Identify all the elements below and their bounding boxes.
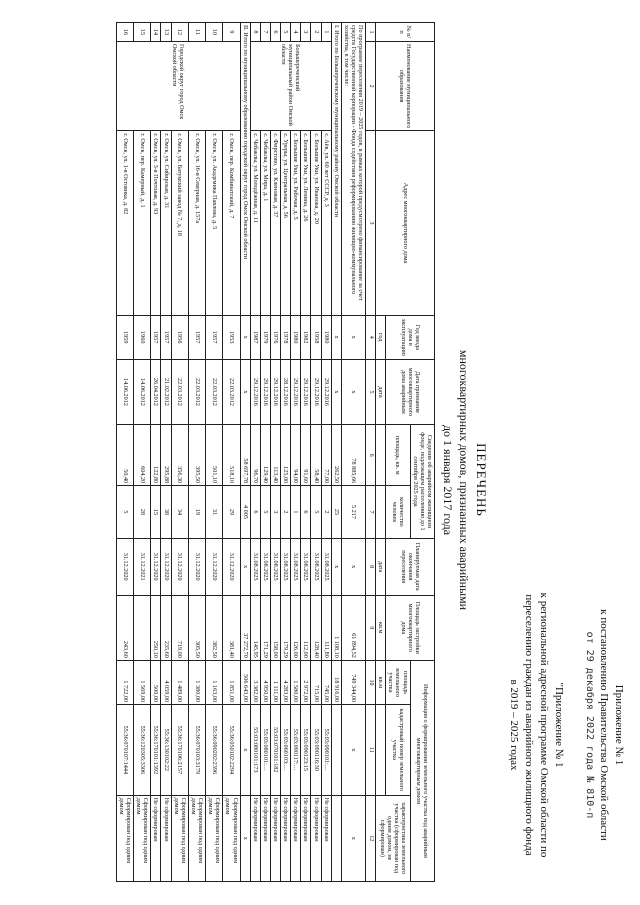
build-area-cell: 305,50 (188, 595, 205, 660)
th-avar: Дата признания многоквартирного дома аварийным (386, 359, 435, 424)
th-people: количество человек (386, 486, 410, 539)
summary-cell: x (341, 359, 365, 424)
row-number: 14 (151, 23, 161, 42)
people-cell: 2 (321, 486, 331, 539)
people-cell: 38 (161, 486, 171, 539)
th-unit-blank3 (376, 705, 386, 796)
cadastral-cell: 55:36:170106:2157 (171, 705, 188, 796)
address-cell: с. Уреры, ул. Центральная, д. 56 (281, 131, 291, 315)
th-area: Площадь застройки многоквартирного дома (386, 595, 435, 660)
appendix-line-1: Приложение № 1 (613, 684, 625, 766)
cadastral-cell: 55:03:090116:30 (311, 705, 321, 796)
cadastral-cell: 55:36:070103:3179 (188, 705, 205, 796)
section-2-cell: x (240, 315, 250, 359)
year-cell: 1980 (321, 315, 331, 359)
th-num: № п/п (376, 23, 435, 42)
area-cell: 58,40 (311, 425, 321, 486)
plan-date-cell: 31.08.2025 (250, 538, 260, 595)
summary-cell: 61 894,52 (341, 595, 365, 660)
section-2-cell: x (240, 538, 250, 595)
th-unit-year: год (376, 315, 386, 359)
summary-row (341, 23, 365, 882)
table-row (134, 23, 151, 882)
table-row (250, 23, 260, 882)
land-char-cell: Не сформирован (270, 795, 280, 881)
people-cell: 15 (151, 486, 161, 539)
title-line-2: многоквартирных домов, признанных аварийными (457, 349, 472, 611)
year-cell: 1953 (223, 315, 240, 359)
plan-date-cell: 31.08.2025 (291, 538, 301, 595)
people-cell: 6 (301, 486, 311, 539)
people-cell: 29 (223, 486, 240, 539)
avar-date-cell: 29.12.2016 (321, 359, 331, 424)
cadastral-cell: 55:36:170101:1392 (151, 705, 161, 796)
appendix-header (583, 575, 626, 875)
th-year: Год ввода дома в эксплуатацию (386, 315, 435, 359)
cadastral-cell: 55:03:090117:… (291, 705, 301, 796)
address-cell: с. Чебаклы, ул. Мира, д. 1 (260, 131, 270, 315)
area-cell: 122,80 (151, 425, 161, 486)
program-line-1: "Приложение № 1 (553, 682, 565, 768)
colnum: 7 (366, 486, 376, 539)
plan-date-cell: 31.08.2025 (311, 538, 321, 595)
year-cell: 1957 (206, 315, 223, 359)
colnum: 8 (366, 538, 376, 595)
build-area-cell: 112,00 (301, 595, 311, 660)
land-char-cell: Не сформирован (321, 795, 331, 881)
row-number: 15 (134, 23, 151, 42)
colnum: 5 (366, 359, 376, 424)
plan-date-cell: 31.12.2020 (116, 538, 133, 595)
plan-date-cell: 31.12.2020 (151, 538, 161, 595)
area-cell: 129,40 (260, 425, 270, 486)
summary-cell: x (341, 315, 365, 359)
row-number: 6 (270, 23, 280, 42)
summary-cell: 749 344,00 (341, 660, 365, 704)
plan-date-cell: 31.08.2025 (301, 538, 311, 595)
avar-date-cell: 26.04.2012 (151, 359, 161, 424)
summary-cell: 5 217 (341, 486, 365, 539)
section-1-cell (331, 795, 341, 881)
section-1-cell: x (331, 538, 341, 595)
land-char-cell: Не сформирован (311, 795, 321, 881)
row-number: 4 (291, 23, 301, 42)
plan-date-cell: 31.08.2025 (260, 538, 270, 595)
row-number: 16 (116, 23, 133, 42)
year-cell: 1958 (311, 315, 321, 359)
build-area-cell: 250,10 (151, 595, 161, 660)
year-cell: 1956 (171, 315, 188, 359)
table-row (270, 23, 280, 882)
build-area-cell: 126,00 (291, 595, 301, 660)
build-area-cell: 171,29 (260, 595, 270, 660)
appendix-line-2: к постановлению Правительства Омской области (598, 609, 611, 841)
table-row (116, 23, 133, 882)
section-2-cell: x (240, 359, 250, 424)
document-title (440, 260, 490, 700)
section-1-cell: 262,50 (331, 425, 341, 486)
cadastral-cell: 55:03:080101:173 (250, 705, 260, 796)
land-area-cell: 715,00 (311, 660, 321, 704)
land-area-cell: 1 569,00 (134, 660, 151, 704)
area-cell: 94,00 (291, 425, 301, 486)
colnum: 11 (366, 705, 376, 796)
row-number: 3 (301, 23, 311, 42)
summary-cell: x (341, 538, 365, 595)
avar-date-cell: 29.12.2016 (301, 359, 311, 424)
program-line-3: переселению граждан из аварийного жилищного фонда (523, 594, 536, 856)
program-line-2: к региональной адресной программе Омской области по (538, 592, 551, 858)
area-cell: 77,00 (321, 425, 331, 486)
table-row (281, 23, 291, 882)
land-area-cell: 1 580,00 (291, 660, 301, 704)
build-area-cell: 145,95 (250, 595, 260, 660)
th-unit-kvm: кв.м (376, 595, 386, 660)
th-cad: кадастровый номер земельного участка (386, 705, 410, 796)
land-char-cell: Не сформирован (291, 795, 301, 881)
title-line-1: ПЕРЕЧЕНЬ (474, 443, 489, 517)
avar-date-cell: 29.12.2016 (311, 359, 321, 424)
avar-date-cell: 29.12.2016 (291, 359, 301, 424)
build-area-cell: 243,60 (116, 595, 133, 660)
table-row (260, 23, 270, 882)
land-area-cell: 2 972,00 (301, 660, 311, 704)
th-mun: Наименование муниципального образования (376, 41, 435, 130)
build-area-cell: 111,80 (321, 595, 331, 660)
summary-cell: x (341, 795, 365, 881)
address-cell: с. Большие Уки, ул. Рабочая, д. 5 (291, 131, 301, 315)
section-1-cell: x (331, 359, 341, 424)
th-sq: площадь, кв. м (386, 425, 410, 486)
land-area-cell: 1 722,00 (116, 660, 133, 704)
table-row (188, 23, 205, 882)
land-area-cell: 1 489,00 (171, 660, 188, 704)
cadastral-cell: 55:36:050102:2294 (223, 705, 240, 796)
th-addr: Адрес многоквартирного дома (376, 131, 435, 315)
land-char-cell: Сформирован под одним домом (188, 795, 205, 881)
year-cell: 1960 (134, 315, 151, 359)
avar-date-cell: 29.12.2016 (250, 359, 260, 424)
plan-date-cell: 31.12.2020 (188, 538, 205, 595)
cadastral-cell: 55:03:090101:… (321, 705, 331, 796)
people-cell: 5 (311, 486, 321, 539)
section-2-cell: x (240, 795, 250, 881)
address-cell: с. Большие Уки, ул. Иванова, д. 20 (311, 131, 321, 315)
address-cell: г. Омск, ул. 1-я Остоянка, д. 82 (116, 131, 133, 315)
table-row (321, 23, 331, 882)
row-number: 10 (206, 23, 223, 42)
th-unit-blank1 (376, 425, 386, 486)
section-2-cell: 4 005 (240, 486, 250, 539)
area-cell: 91,60 (301, 425, 311, 486)
land-char-cell: Не сформирован (250, 795, 260, 881)
land-char-cell: Сформирован под одним домом (206, 795, 223, 881)
area-cell: 96,70 (250, 425, 260, 486)
land-area-cell: 745,00 (321, 660, 331, 704)
municipality-name: Большереченский муниципальный район Омской области (250, 41, 331, 130)
address-cell: г. Омск, пер. Комбинатский, д. 7 (223, 131, 240, 315)
address-cell: с. Фирстово, ул. Кленовая, д. 37 (270, 131, 280, 315)
program-line-4: в 2019 – 2025 годах (508, 679, 521, 771)
plan-date-cell: 31.08.2025 (270, 538, 280, 595)
year-cell: 1978 (281, 315, 291, 359)
area-cell: 604,20 (134, 425, 151, 486)
land-char-cell: Не сформирован (301, 795, 311, 881)
year-cell: 1976 (270, 315, 280, 359)
year-cell: 1979 (260, 315, 270, 359)
avar-date-cell: 22.03.2012 (206, 359, 223, 424)
land-area-cell: 4 283,00 (281, 660, 291, 704)
avar-date-cell: 21.02.2012 (161, 359, 171, 424)
land-area-cell: 1 380,00 (188, 660, 205, 704)
table-row (311, 23, 321, 882)
area-cell: 125,00 (281, 425, 291, 486)
people-cell: 1 (291, 486, 301, 539)
land-area-cell: 4 059,00 (161, 660, 171, 704)
summary-cell: 78 885,66 (341, 425, 365, 486)
table-row (171, 23, 188, 882)
land-area-cell: 3 382,00 (250, 660, 260, 704)
land-area-cell: 4 950,00 (260, 660, 270, 704)
year-cell: 1980 (291, 315, 301, 359)
section-2-label: II. Итого по муниципальному образованию городской округ город Омск Омской области (240, 23, 250, 316)
section-2-cell: x (240, 705, 250, 796)
people-cell: 3 (270, 486, 280, 539)
table-row (291, 23, 301, 882)
row-number: 1 (321, 23, 331, 42)
colnum: 12 (366, 795, 376, 881)
cadastral-cell: 55:36:090202:2396 (206, 705, 223, 796)
land-area-cell: 1 111,00 (270, 660, 280, 704)
land-char-cell: Сформирован под одним домом (134, 795, 151, 881)
th-plan: Планируемая дата окончания переселения (386, 538, 435, 595)
year-cell: 1959 (116, 315, 133, 359)
address-cell: с. Чебаклы, ул. Молодёжная, д. 11 (250, 131, 260, 315)
avar-date-cell: 22.03.2012 (223, 359, 240, 424)
row-number: 2 (311, 23, 321, 42)
section-1-cell (331, 705, 341, 796)
section-1-row (331, 23, 341, 882)
colnum: 3 (366, 131, 376, 315)
section-2-cell: 58 697,78 (240, 425, 250, 486)
area-cell: 295,88 (161, 425, 171, 486)
column-numbers-row (366, 23, 376, 882)
land-char-cell: Сформирован под одним домом (116, 795, 133, 881)
cadastral-cell: 55:36:120305:3306 (134, 705, 151, 796)
th-info: Сведения об аварийном жилищном фонде, подлежащем расселению до 1 сентября 2025 года (410, 425, 434, 539)
plan-date-cell: 31.12.2020 (171, 538, 188, 595)
th-unit-blank2 (376, 486, 386, 539)
cadastral-cell: 55:36:070107:1444 (116, 705, 133, 796)
table-row (161, 23, 171, 882)
row-number: 13 (161, 23, 171, 42)
colnum: 10 (366, 660, 376, 704)
th-land: Информация о формировании земельного участка под аварийным многоквартирным домом (410, 660, 434, 881)
cadastral-cell: 55:03:090123:15 (301, 705, 311, 796)
people-cell: 19 (188, 486, 205, 539)
section-2-cell: 506 643,00 (240, 660, 250, 704)
municipality-name: Городской округ город Омск Омской области (116, 41, 240, 130)
table-row (301, 23, 311, 882)
summary-cell: x (341, 705, 365, 796)
th-char: характеристика земельного участка (сформирован под одним домом, не сформирован) (376, 795, 411, 881)
year-cell: 1957 (161, 315, 171, 359)
plan-date-cell: 31.08.2025 (281, 538, 291, 595)
table-row (223, 23, 240, 882)
area-cell: 518,10 (223, 425, 240, 486)
address-cell: г. Омск, ул. 3-я Почтовая, д. 93 (151, 131, 161, 315)
avar-date-cell: 14.06.2012 (134, 359, 151, 424)
land-char-cell: Не сформирован (281, 795, 291, 881)
build-area-cell: 179,29 (281, 595, 291, 660)
section-1-cell: 1 108,10 (331, 595, 341, 660)
th-unit-date2: дата (376, 538, 386, 595)
plan-date-cell: 31.12.2020 (206, 538, 223, 595)
address-cell: г. Омск, ул. Батумский завод № 7, д. 18 (171, 131, 188, 315)
address-cell: с. Аёв, ул. 60 лет СССР, д. 3 (321, 131, 331, 315)
row-number: 5 (281, 23, 291, 42)
build-area-cell: 128,40 (311, 595, 321, 660)
table-row (151, 23, 161, 882)
land-area-cell: 500,00 (151, 660, 161, 704)
people-cell: 34 (171, 486, 188, 539)
address-cell: с. Большие Уки, ул. Ленина, д. 26 (301, 131, 311, 315)
plan-date-cell: 31.12.2020 (223, 538, 240, 595)
build-area-cell: 719,00 (171, 595, 188, 660)
table-row (206, 23, 223, 882)
address-cell: г. Омск, ул. Сибирская, д. 31 (161, 131, 171, 315)
section-1-label: I. Итого по Большереченскому муниципальному району Омской области (331, 23, 341, 316)
people-cell: 6 (250, 486, 260, 539)
section-1-cell: 18 916,00 (331, 660, 341, 704)
avar-date-cell: 29.12.2016 (270, 359, 280, 424)
build-area-cell: 158,00 (270, 595, 280, 660)
build-area-cell: 235,60 (161, 595, 171, 660)
cadastral-cell: 55:03:060103:… (281, 705, 291, 796)
land-char-cell: Не сформирован (161, 795, 171, 881)
people-cell: 2 (281, 486, 291, 539)
address-cell: г. Омск, ул. Академика Павлова, д. 5 (206, 131, 223, 315)
th-unit-kvm2: кв.м (376, 660, 386, 704)
area-cell: 113,40 (270, 425, 280, 486)
area-cell: 395,50 (188, 425, 205, 486)
people-cell: 5 (260, 486, 270, 539)
title-line-3: до 1 января 2017 года (441, 424, 456, 536)
colnum: 9 (366, 595, 376, 660)
avar-date-cell: 29.12.2016 (260, 359, 270, 424)
area-cell: 50,40 (116, 425, 133, 486)
section-1-cell: x (331, 315, 341, 359)
colnum: 4 (366, 315, 376, 359)
land-area-cell: 1 851,00 (223, 660, 240, 704)
people-cell: 28 (134, 486, 151, 539)
land-area-cell: 1 163,00 (206, 660, 223, 704)
build-area-cell (134, 595, 151, 660)
cadastral-cell: 55:36:130102:22 (161, 705, 171, 796)
land-char-cell: Сформирован под одним домом (223, 795, 240, 881)
summary-label: По программе переселения 2019 – 2025 годов, в рамках которой предусмотрено финансирование за счет средств Государственной корпорации - Фонда содействия реформированию жилищно-коммунального хозяйства, в том числе: (341, 23, 365, 316)
area-cell: 501,10 (206, 425, 223, 486)
row-number: 7 (260, 23, 270, 42)
th-unit-date: дата (376, 359, 386, 424)
section-2-row (240, 23, 250, 882)
colnum: 2 (366, 41, 376, 130)
people-cell: 5 (116, 486, 133, 539)
year-cell: 1982 (301, 315, 311, 359)
cadastral-cell: 55:03:080101:… (260, 705, 270, 796)
year-cell: 1957 (151, 315, 161, 359)
avar-date-cell: 22.03.2012 (171, 359, 188, 424)
row-number: 12 (171, 23, 188, 42)
plan-date-cell: 31.12.2020 (161, 538, 171, 595)
avar-date-cell: 14.06.2012 (116, 359, 133, 424)
section-1-cell: 25 (331, 486, 341, 539)
avar-date-cell: 22.03.2012 (188, 359, 205, 424)
housing-table (116, 22, 435, 882)
cadastral-cell: 55:03:070101:182 (270, 705, 280, 796)
plan-date-cell: 31.12.2021 (134, 538, 151, 595)
section-2-cell: 37 272,70 (240, 595, 250, 660)
year-cell: 1957 (188, 315, 205, 359)
area-cell: 356,30 (171, 425, 188, 486)
colnum: 6 (366, 425, 376, 486)
plan-date-cell: 31.08.2025 (321, 538, 331, 595)
row-number: 8 (250, 23, 260, 42)
address-cell: г. Омск, ул. 16-я Северная, д. 157а (188, 131, 205, 315)
th-land-area: площадь земельного участка (386, 660, 410, 704)
colnum: 1 (366, 23, 376, 42)
land-char-cell: Не сформирован (151, 795, 161, 881)
row-number: 11 (188, 23, 205, 42)
row-number: 9 (223, 23, 240, 42)
appendix-line-3: от 29 декабря 2022 года № 810-п (584, 631, 596, 819)
build-area-cell: 382,50 (206, 595, 223, 660)
land-char-cell: Сформирован под одним домом (171, 795, 188, 881)
program-header (507, 575, 566, 875)
land-char-cell: Не сформирован (260, 795, 270, 881)
people-cell: 31 (206, 486, 223, 539)
avar-date-cell: 28.12.2016 (281, 359, 291, 424)
build-area-cell: 381,40 (223, 595, 240, 660)
year-cell: 1987 (250, 315, 260, 359)
address-cell: г. Омск, пер. Камерный, д. 1 (134, 131, 151, 315)
